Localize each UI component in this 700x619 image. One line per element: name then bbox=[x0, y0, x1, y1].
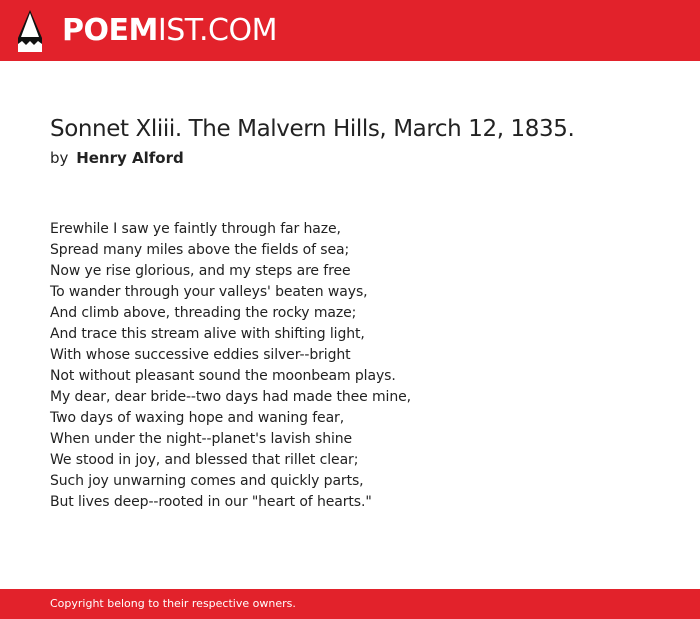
poem-line: To wander through your valleys' beaten ways, bbox=[50, 284, 368, 300]
byline bbox=[50, 149, 184, 167]
author-name[interactable]: Henry Alford bbox=[76, 149, 184, 167]
site-logo[interactable] bbox=[62, 12, 277, 50]
poem-line: Such joy unwarning comes and quickly parts, bbox=[50, 473, 364, 489]
pen-nib-icon[interactable] bbox=[18, 10, 42, 52]
poem-line: Not without pleasant sound the moonbeam plays. bbox=[50, 368, 396, 384]
site-footer bbox=[0, 589, 700, 619]
poem-line: When under the night--planet's lavish shine bbox=[50, 431, 353, 447]
poem-line: Two days of waxing hope and waning fear, bbox=[50, 410, 345, 426]
site-header bbox=[0, 0, 700, 61]
poem-line: My dear, dear bride--two days had made thee mine, bbox=[50, 389, 411, 405]
poem-line: Now ye rise glorious, and my steps are free bbox=[50, 263, 351, 279]
poem-title: Sonnet Xliii. The Malvern Hills, March 12, 1835. bbox=[50, 116, 575, 142]
logo-bold-text: POEM bbox=[62, 13, 158, 48]
poem-line: We stood in joy, and blessed that rillet clear; bbox=[50, 452, 359, 468]
copyright-text: Copyright belong to their respective owners. bbox=[50, 597, 296, 610]
poem-line: And trace this stream alive with shifting light, bbox=[50, 326, 365, 342]
poem-line: Spread many miles above the fields of sea; bbox=[50, 242, 350, 258]
by-label: by bbox=[50, 149, 69, 167]
poem-line: And climb above, threading the rocky maze; bbox=[50, 305, 357, 321]
poem-line: With whose successive eddies silver--bright bbox=[50, 347, 351, 363]
logo-light-text: IST.COM bbox=[157, 13, 277, 48]
poem-body bbox=[50, 219, 670, 513]
poem-line: Erewhile I saw ye faintly through far haze, bbox=[50, 221, 341, 237]
poem-line: But lives deep--rooted in our "heart of hearts." bbox=[50, 494, 372, 510]
